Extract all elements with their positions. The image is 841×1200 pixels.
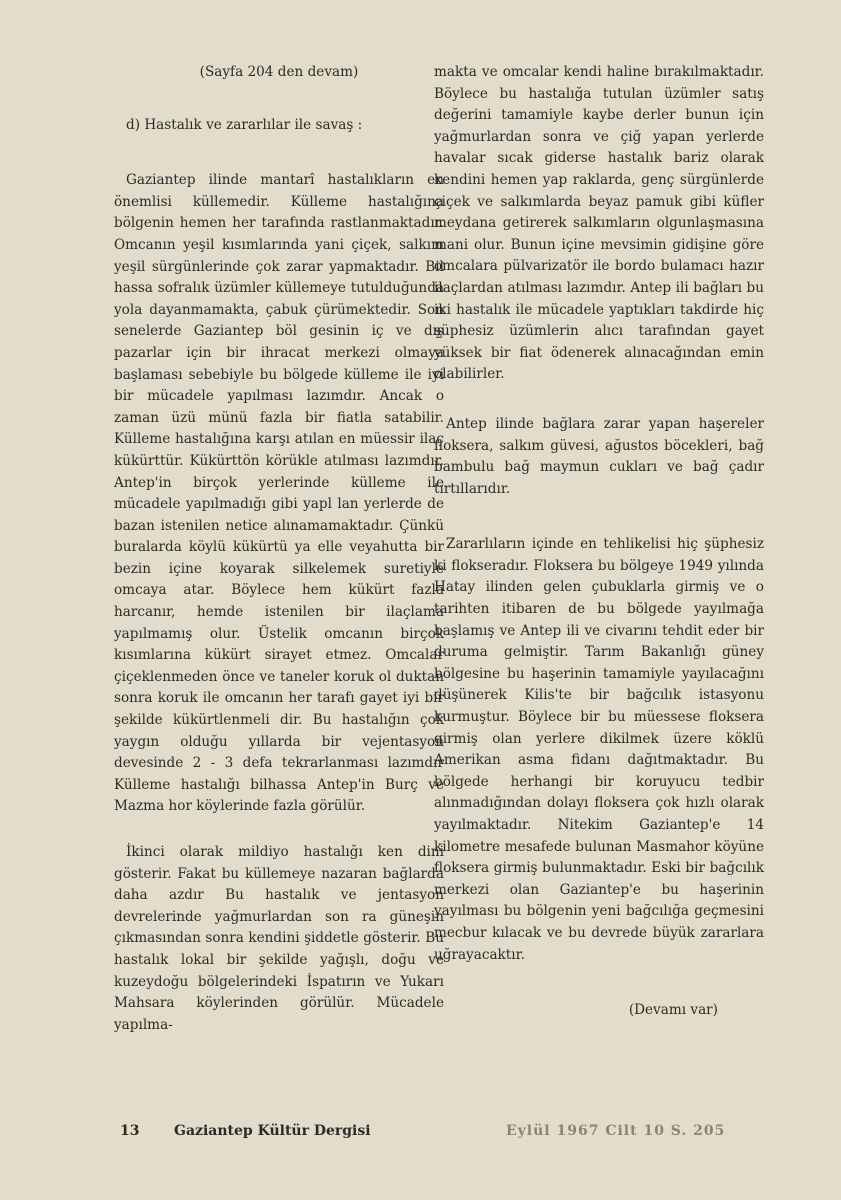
left-column <box>114 62 444 1036</box>
paragraph-downy-mildew: İkinci olarak mildiyo hastalığı ken dini gösterir. Fakat bu küllemeye nazaran bağlarda daha azdır Bu hastalık ve jentasyon devrelerinde yağmurlardan son ra güneşin çıkmasından sonra kendini şiddetle gösterir. Bu hastalık lokal bir şekilde yağışlı, doğu ve kuzeydoğu bölgelerindeki İspatırın ve Yukarı Mahsara köylerinden görülür. Mücadele yapılma- <box>114 844 444 1033</box>
to-be-continued: (Devamı var) <box>628 1002 718 1019</box>
paragraph-phylloxera: Zararlıların içinde en tehlikelisi hiç şüphesiz ki flokseradır. Floksera bu bölgeye 1949 yılında Hatay ilinden gelen çubuklarla girmiş ve o tarihten itibaren de bu bölgede yayılmağa başlamış ve Antep ili ve civarını tehdit eder bir duruma gelmiştir. Tarım Bakanlığı güney bölgesine bu haşerinin tamamiyle yayılacağını düşünerek Kilis'te bir bağcılık istasyonu kurmuştur. Böylece bir bu müessese floksera girmiş olan yerlere dikilmek üzere köklü Amerikan asma fidanı dağıtmaktadır. Bu bölgede herhangi bir koruyucu tedbir alınmadığından dolayı floksera çok hızlı olarak yayılmaktadır. Nitekim Gaziantep'e 14 kilometre mesafede bulunan Masmahor köyüne floksera girmiş bulunmaktadır. Eski bir bağcılık merkezi olan Gaziantep'e bu haşerinin yayılması bu bölgenin yeni bağcılığa geçmesini mecbur kılacak ve bu devrede büyük zararlara uğrayacaktır. <box>434 536 764 963</box>
paragraph-pests: Antep ilinde bağlara zarar yapan haşereler floksera, salkım güvesi, ağustos böcekleri, bağ bambulu bağ maymun cukları ve bağ çadır tırtıllarıdır. <box>434 415 764 497</box>
page-number: 13 <box>120 1123 140 1139</box>
issue-info: Eylül 1967 Cilt 10 S. 205 <box>506 1123 726 1139</box>
paragraph-mildew-continued: makta ve omcalar kendi haline bırakılmaktadır. Böylece bu hastalığa tutulan üzümler satış değerini tamamiyle kaybe derler bunun için yağmurlardan sonra ve çiğ yapan yerlerde havalar sıcak giderse hastalık bariz olarak kendini hemen yap raklarda, genç sürgünlerde çiçek ve salkımlarda beyaz pamuk gibi küfler meydana getirerek salkımların olgunlaşmasına mani olur. Bunun içine mevsimin gidişine göre omcalara pülvarizatör ile bordo bulamacı hazır ilaçlardan atılması lazımdır. Antep ili bağları bu iki hastalık ile mücadele yaptıkları takdirde hiç şüphesiz üzümlerin alıcı tarafından gayet yüksek bir fiat ödenerek alınacağından emin olabilirler. <box>434 64 764 383</box>
right-column <box>434 62 764 1022</box>
magazine-title: Gaziantep Kültür Dergisi <box>174 1123 371 1139</box>
continued-note: (Sayfa 204 den devam) <box>199 64 359 80</box>
paragraph-powdery-mildew: Gaziantep ilinde mantarî hastalıkların en önemlisi küllemedir. Külleme hastalığına bölgenin hemen her tarafında rastlanmaktadır. Omcanın yeşil kısımlarında yani çiçek, salkım yeşil sürgünlerinde çok zarar yapmaktadır. Bil hassa sofralık üzümler küllemeye tutulduğunda yola dayanmamakta, çabuk çürümektedir. Son senelerde Gaziantep böl gesinin iç ve dış pazarlar için bir ihracat merkezi olmaya başlaması sebebiyle bu bölgede külleme ile iyi bir mücadele yapılması lazımdır. Ancak o zaman üzü münü fazla bir fiatla satabilir. Külleme hastalığına karşı atılan en müessir ilaç kükürttür. Kükürttön körükle atılması lazımdır. Antep'in birçok yerlerinde külleme ile mücadele yapılmadığı gibi yapl lan yerlerde de bazan istenilen netice alınamamaktadır. Çünkü buralarda köylü kükürtü ya elle veyahutta bir bezin içine koyarak silkelemek suretiyle omcaya atar. Böylece hem kükürt fazla harcanır, hemde istenilen bir ilaçlama yapılmamış olur. Üstelik omcanın birçok kısımlarına kükürt sirayet etmez. Omcalar çiçeklenmeden önce ve taneler koruk ol duktan sonra koruk ile omcanın her tarafı gayet iyi bir şekilde kükürtlenmeli dir. Bu hastalığın çok yaygın olduğu yıllarda bir vejentasyon devesinde 2 - 3 defa tekrarlanması lazımdır Külleme hastalığı bilhassa Antep'in Burç ve Mazma hor köylerinde fazla görülür. <box>114 172 444 815</box>
section-heading: d) Hastalık ve zararlılar ile savaş : <box>126 116 363 133</box>
